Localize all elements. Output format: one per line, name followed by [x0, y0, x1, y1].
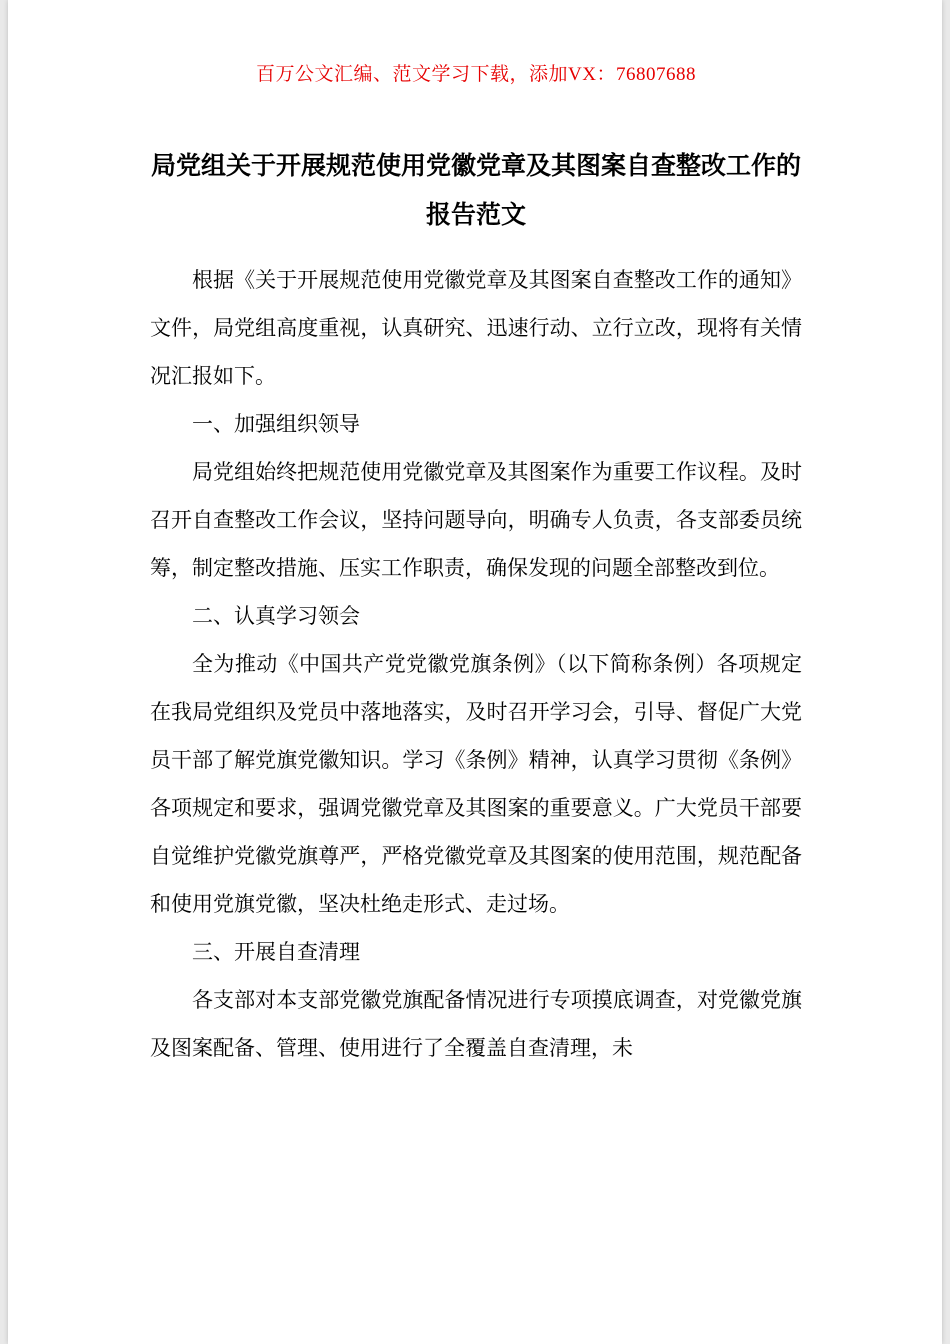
- promo-text: 百万公文汇编、范文学习下载，添加VX：76807688: [256, 64, 696, 85]
- section-heading: 二、认真学习领会: [192, 604, 360, 628]
- paragraph: 各支部对本支部党徽党旗配备情况进行专项摸底调查，对党徽党旗及图案配备、管理、使用进行了全覆盖自查清理，未: [150, 988, 802, 1060]
- document-title: 局党组关于开展规范使用党徽党章及其图案自查整改工作的报告范文: [150, 153, 801, 229]
- document-page: [8, 0, 942, 1344]
- section-heading: 三、开展自查清理: [192, 940, 360, 964]
- paragraph: 全为推动《中国共产党党徽党旗条例》（以下简称条例）各项规定在我局党组织及党员中落地落实，及时召开学习会，引导、督促广大党员干部了解党旗党徽知识。学习《条例》精神，认真学习贯彻《条例》各项规定和要求，强调党徽党章及其图案的重要意义。广大党员干部要自觉维护党徽党旗尊严，严格党徽党章及其图案的使用范围，规范配备和使用党旗党徽，坚决杜绝走形式、走过场。: [150, 652, 802, 916]
- paragraph: 局党组始终把规范使用党徽党章及其图案作为重要工作议程。及时召开自查整改工作会议，坚持问题导向，明确专人负责，各支部委员统筹，制定整改措施、压实工作职责，确保发现的问题全部整改到位。: [150, 460, 802, 580]
- paragraph: 根据《关于开展规范使用党徽党章及其图案自查整改工作的通知》文件，局党组高度重视，认真研究、迅速行动、立行立改，现将有关情况汇报如下。: [150, 268, 802, 388]
- section-heading: 一、加强组织领导: [192, 412, 360, 436]
- document-body: [150, 256, 802, 1072]
